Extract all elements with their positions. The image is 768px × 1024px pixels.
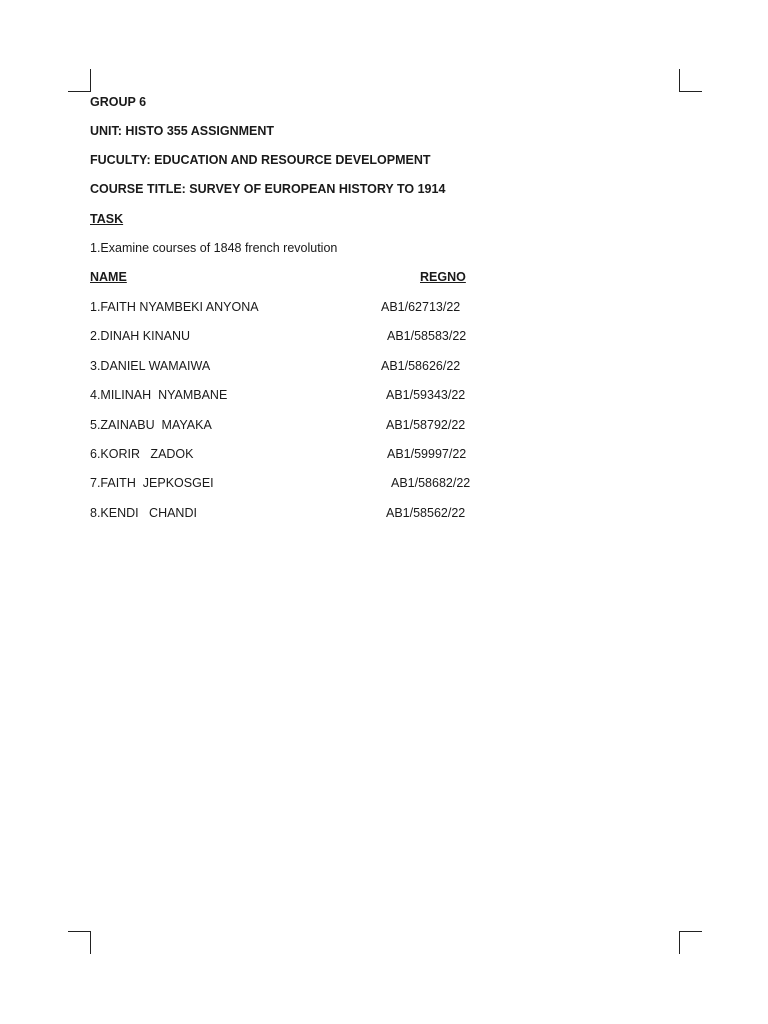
course-title-heading: COURSE TITLE: SURVEY OF EUROPEAN HISTORY TO 1914 xyxy=(90,182,446,196)
member-row xyxy=(0,358,768,387)
group-heading: GROUP 6 xyxy=(90,95,147,109)
member-row xyxy=(0,475,768,504)
member-name: 6.KORIR ZADOK xyxy=(90,446,194,461)
member-row xyxy=(0,505,768,534)
member-name: 8.KENDI CHANDI xyxy=(90,505,197,520)
member-regno: AB1/58583/22 xyxy=(387,329,467,344)
member-name: 4.MILINAH NYAMBANE xyxy=(90,388,228,403)
faculty-heading: FUCULTY: EDUCATION AND RESOURCE DEVELOPMENT xyxy=(90,153,431,167)
unit-heading: UNIT: HISTO 355 ASSIGNMENT xyxy=(90,124,275,138)
member-name: 3.DANIEL WAMAIWA xyxy=(90,358,211,373)
task-heading: TASK xyxy=(90,212,124,226)
member-row xyxy=(0,387,768,416)
member-name: 2.DINAH KINANU xyxy=(90,329,191,344)
member-list xyxy=(0,299,768,534)
member-row xyxy=(0,417,768,446)
member-row xyxy=(0,299,768,328)
member-row xyxy=(0,328,768,357)
member-regno: AB1/58562/22 xyxy=(386,505,466,520)
member-regno: AB1/58626/22 xyxy=(381,358,461,373)
crop-mark-top-left xyxy=(68,69,91,92)
member-name: 1.FAITH NYAMBEKI ANYONA xyxy=(90,300,259,314)
member-name: 7.FAITH JEPKOSGEI xyxy=(90,476,214,491)
member-regno: AB1/58792/22 xyxy=(386,417,466,432)
regno-column-header: REGNO xyxy=(420,270,466,284)
member-row xyxy=(0,446,768,475)
name-column-header: NAME xyxy=(90,270,127,284)
crop-mark-bottom-right xyxy=(679,931,702,954)
member-regno: AB1/58682/22 xyxy=(391,476,471,491)
crop-mark-top-right xyxy=(679,69,702,92)
member-regno: AB1/59997/22 xyxy=(387,446,467,461)
member-regno: AB1/59343/22 xyxy=(386,388,466,403)
crop-mark-bottom-left xyxy=(68,931,91,954)
task-text: 1.Examine courses of 1848 french revolution xyxy=(90,241,338,255)
member-name: 5.ZAINABU MAYAKA xyxy=(90,417,212,432)
member-regno: AB1/62713/22 xyxy=(381,300,461,314)
